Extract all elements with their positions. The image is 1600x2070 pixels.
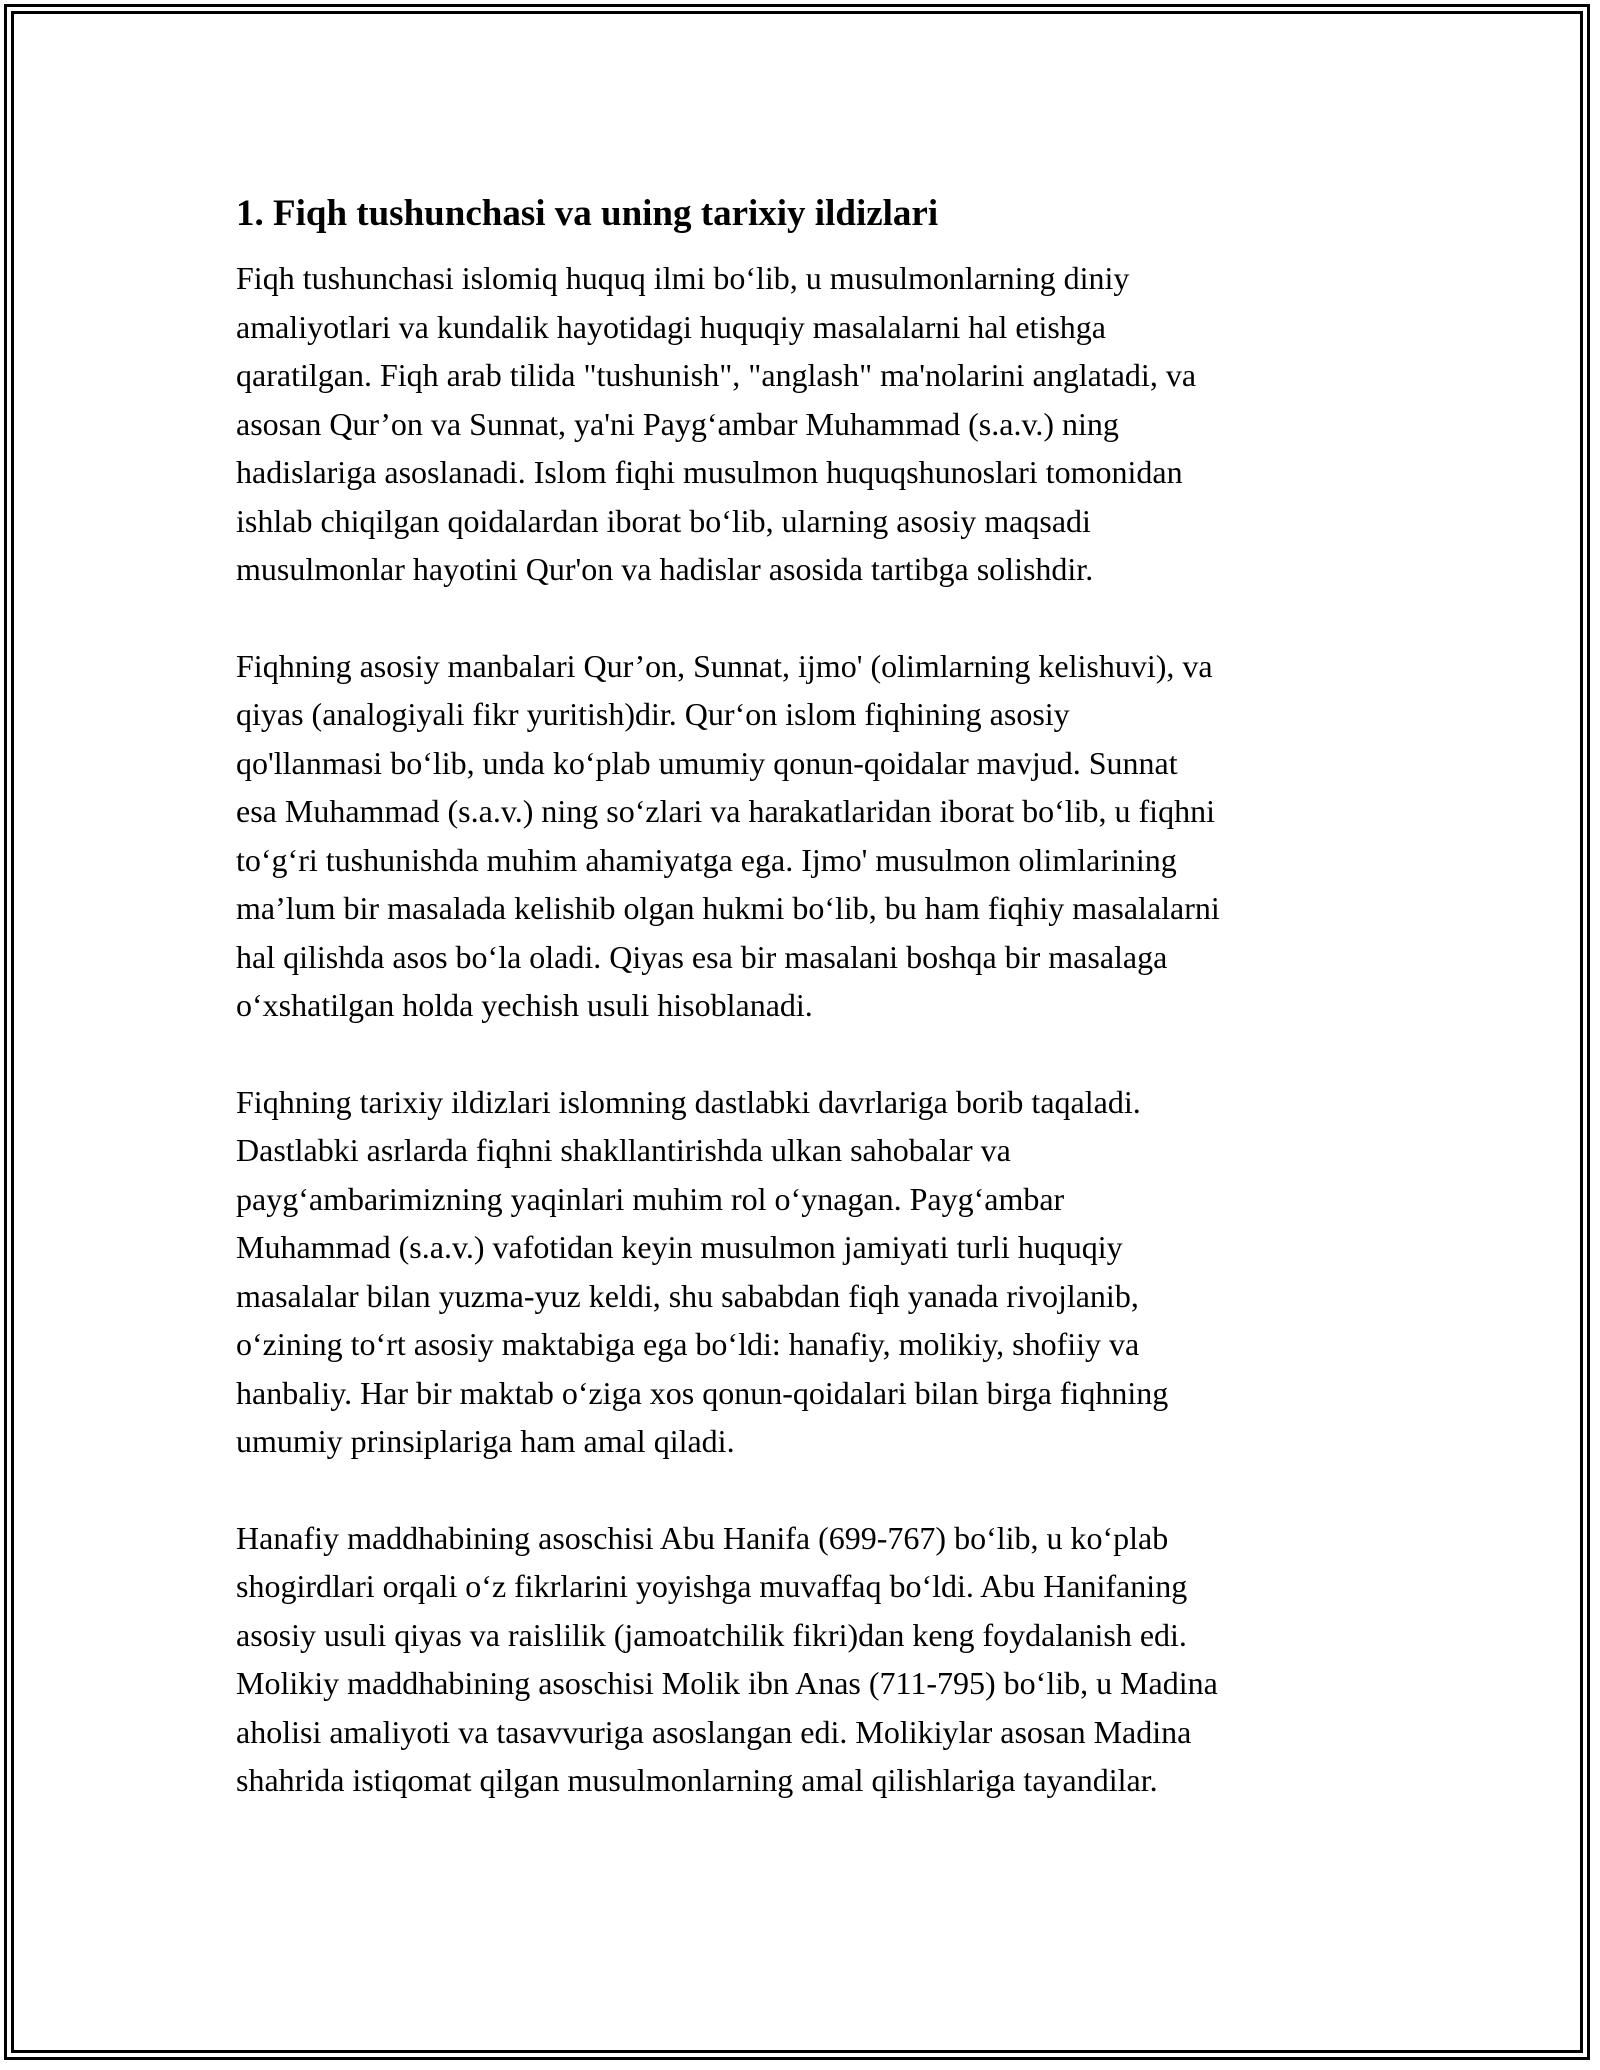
body-paragraph: [236, 254, 1376, 594]
paragraph-line: ma’lum bir masalada kelishib olgan hukmi bo‘lib, bu ham fiqhiy masalalarni: [236, 890, 1220, 926]
paragraph-line: hal qilishda asos bo‘la oladi. Qiyas esa bir masalani boshqa bir masalaga: [236, 938, 1168, 975]
paragraph-line: Muhammad (s.a.v.) vafotidan keyin musulmon jamiyati turli huquqiy: [236, 1229, 1123, 1265]
paragraph-line: Molikiy maddhabining asoschisi Molik ibn Anas (711-795) bo‘lib, u Madina: [236, 1665, 1218, 1701]
paragraph-line: asosiy usuli qiyas va raislilik (jamoatchilik fikri)dan keng foydalanish edi.: [236, 1616, 1187, 1653]
paragraph-line: aholisi amaliyoti va tasavvuriga asoslangan edi. Molikiylar asosan Madina: [236, 1713, 1192, 1750]
paragraph-line: amaliyotlari va kundalik hayotidagi huquqiy masalalarni hal etishga: [236, 308, 1106, 345]
paragraph-line: o‘xshatilgan holda yechish usuli hisoblanadi.: [236, 987, 813, 1023]
paragraph-line: shahrida istiqomat qilgan musulmonlarning amal qilishlariga tayandilar.: [236, 1762, 1158, 1798]
paragraph-line: shogirdlari orqali o‘z fikrlarini yoyishga muvaffaq bo‘ldi. Abu Hanifaning: [236, 1568, 1188, 1604]
paragraph-line: qaratilgan. Fiqh arab tilida "tushunish", "anglash" ma'nolarini anglatadi, va: [236, 357, 1197, 393]
paragraph-line: umumiy prinsiplariga ham amal qiladi.: [236, 1423, 735, 1459]
body-paragraph: [236, 642, 1376, 1030]
body-paragraph: [236, 1078, 1376, 1466]
paragraph-line: Fiqh tushunchasi islomiq huquq ilmi bo‘lib, u musulmonlarning diniy: [236, 260, 1130, 296]
paragraph-line: musulmonlar hayotini Qur'on va hadislar asosida tartibga solishdir.: [236, 551, 1094, 587]
paragraph-line: Hanafiy maddhabining asoschisi Abu Hanifa (699-767) bo‘lib, u ko‘plab: [236, 1519, 1169, 1556]
document-body: [236, 188, 1376, 1805]
paragraph-list: [236, 254, 1376, 1805]
paragraph-line: payg‘ambarimizning yaqinlari muhim rol o‘ynagan. Payg‘ambar: [236, 1180, 1065, 1217]
paragraph-line: qo'llanmasi bo‘lib, unda ko‘plab umumiy qonun-qoidalar mavjud. Sunnat: [236, 744, 1178, 781]
paragraph-line: o‘zining to‘rt asosiy maktabiga ega bo‘ldi: hanafiy, molikiy, shofiiy va: [236, 1326, 1140, 1362]
paragraph-line: Fiqhning tarixiy ildizlari islomning dastlabki davrlariga borib taqaladi.: [236, 1083, 1141, 1120]
paragraph-line: Dastlabki asrlarda fiqhni shakllantirishda ulkan sahobalar va: [236, 1132, 1011, 1168]
paragraph-line: hadislariga asoslanadi. Islom fiqhi musulmon huquqshunoslari tomonidan: [236, 454, 1183, 490]
paragraph-line: asosan Qur’on va Sunnat, ya'ni Payg‘ambar Muhammad (s.a.v.) ning: [236, 405, 1119, 442]
paragraph-line: esa Muhammad (s.a.v.) ning so‘zlari va harakatlaridan iborat bo‘lib, u fiqhni: [236, 793, 1215, 829]
paragraph-line: ishlab chiqilgan qoidalardan iborat bo‘lib, ularning asosiy maqsadi: [236, 502, 1091, 539]
paragraph-line: masalalar bilan yuzma-yuz keldi, shu sababdan fiqh yanada rivojlanib,: [236, 1277, 1139, 1314]
paragraph-line: qiyas (analogiyali fikr yuritish)dir. Qur‘on islom fiqhining asosiy: [236, 696, 1070, 732]
body-paragraph: [236, 1514, 1376, 1805]
paragraph-line: to‘g‘ri tushunishda muhim ahamiyatga ega. Ijmo' musulmon olimlarining: [236, 841, 1177, 878]
section-heading: 1. Fiqh tushunchasi va uning tarixiy ildizlari: [236, 193, 939, 234]
paragraph-line: Fiqhning asosiy manbalari Qur’on, Sunnat, ijmo' (olimlarning kelishuvi), va: [236, 647, 1213, 684]
paragraph-line: hanbaliy. Har bir maktab o‘ziga xos qonun-qoidalari bilan birga fiqhning: [236, 1374, 1169, 1411]
